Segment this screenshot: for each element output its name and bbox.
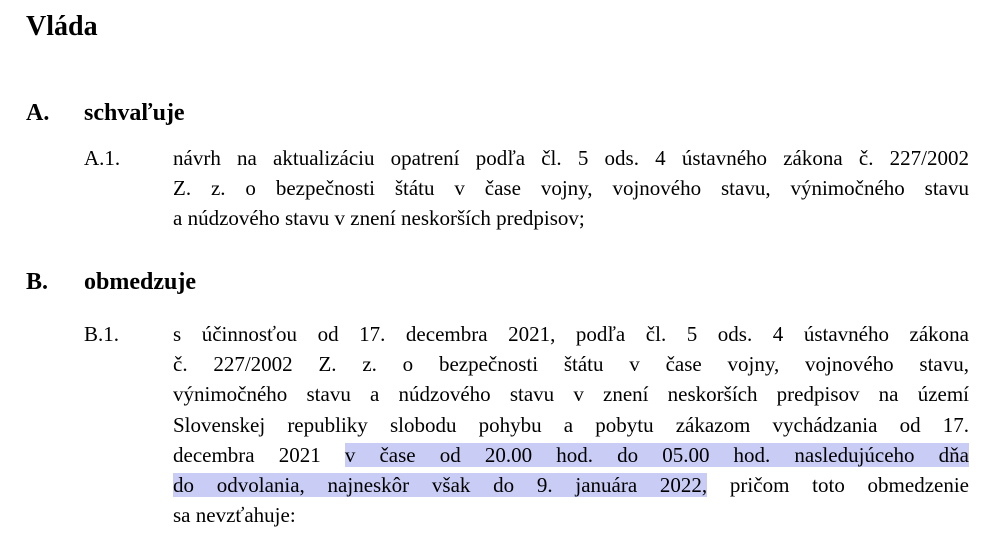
- item-b1-text: [173, 319, 969, 530]
- section-b-letter: B.: [26, 269, 49, 295]
- item-b1-line-4: Slovenskej republiky slobodu pohybu a pobytu zákazom vychádzania od 17.: [173, 412, 969, 437]
- item-a1-text: [173, 143, 969, 234]
- item-b1-line-5: [173, 440, 969, 470]
- item-a1-line-2: Z. z. o bezpečnosti štátu v čase vojny, vojnového stavu, výnimočného stavu: [173, 176, 969, 201]
- item-a1-line-1: návrh na aktualizáciu opatrení podľa čl. 5 ods. 4 ústavného zákona č. 227/2002: [173, 146, 969, 170]
- section-a-heading: schvaľuje: [84, 100, 185, 126]
- item-a1-number: A.1.: [84, 146, 121, 170]
- section-b-heading: obmedzuje: [84, 269, 196, 295]
- item-b1-line-2: č. 227/2002 Z. z. o bezpečnosti štátu v čase vojny, vojnového stavu,: [173, 352, 969, 377]
- line-6-plain-text: pričom toto obmedzenie: [729, 472, 970, 497]
- item-a1-line-3: a núdzového stavu v znení neskorších predpisov;: [173, 206, 585, 231]
- item-b1-line-6: [173, 470, 969, 500]
- item-b1-line-3: výnimočného stavu a núdzového stavu v znení neskorších predpisov na území: [173, 382, 969, 407]
- item-b1-line-1: s účinnosťou od 17. decembra 2021, podľa čl. 5 ods. 4 ústavného zákona: [173, 322, 969, 346]
- item-b1-number: B.1.: [84, 322, 120, 346]
- item-b1-line-7: sa nevzťahuje:: [173, 503, 296, 528]
- highlighted-text: do odvolania, najneskôr však do 9. januára 2022,: [173, 472, 708, 497]
- line-5-plain-text: decembra 2021: [173, 442, 321, 467]
- section-a-letter: A.: [26, 100, 50, 126]
- page-title: Vláda: [26, 11, 98, 42]
- highlighted-text: v čase od 20.00 hod. do 05.00 hod. nasledujúceho dňa: [344, 442, 969, 467]
